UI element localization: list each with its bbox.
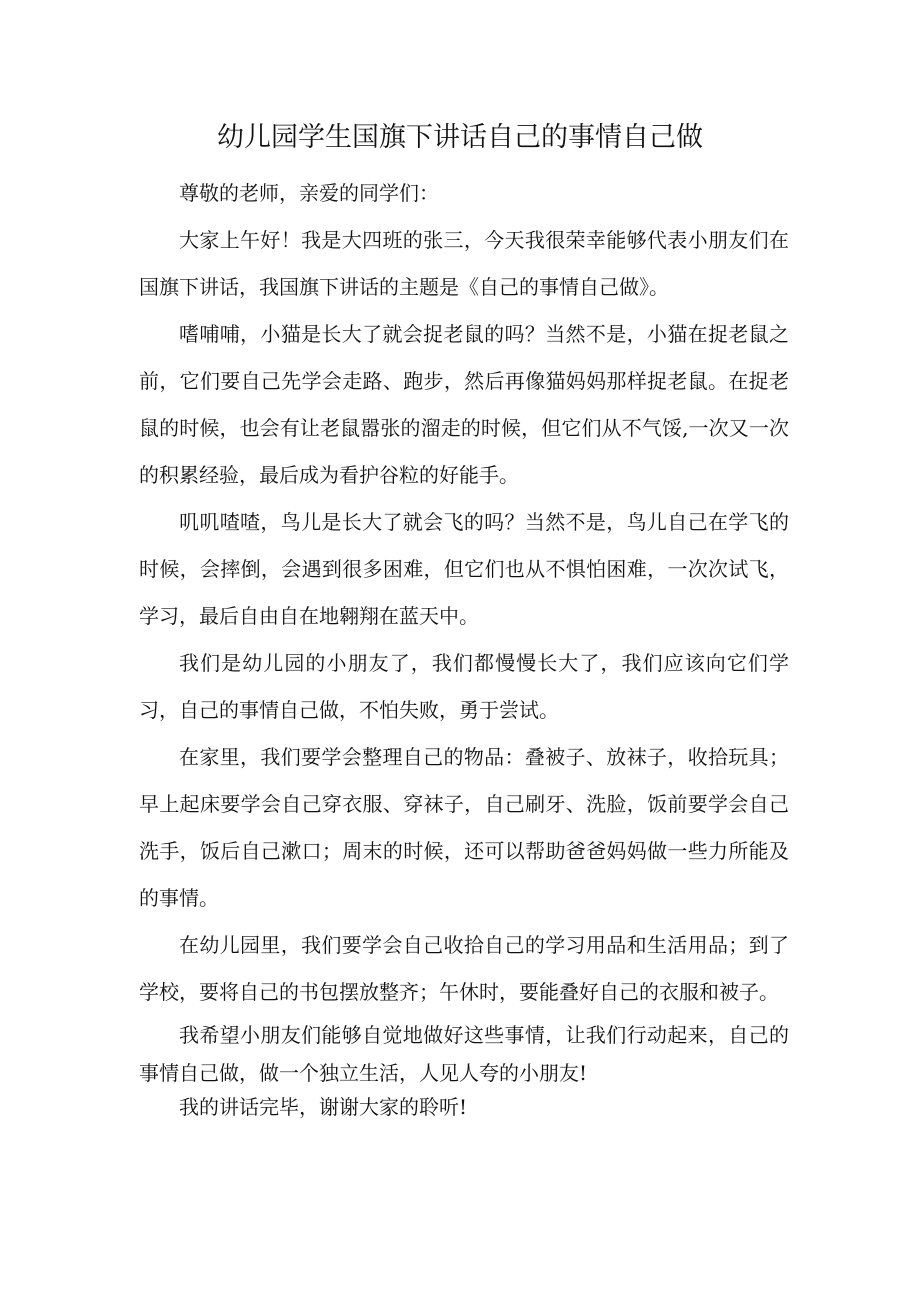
salutation-paragraph: 尊敬的老师，亲爱的同学们： (179, 181, 439, 205)
document-body (139, 170, 789, 1122)
greeting-paragraph: 大家上午好！我是大四班的张三，今天我很荣幸能够代表小朋友们在国旗下讲话，我国旗下讲话的主题是《自己的事情自己做》。 (139, 228, 789, 299)
document-title: 幼儿园学生国旗下讲话自己的事情自己做 (217, 122, 703, 153)
home-paragraph: 在家里，我们要学会整理自己的物品：叠被子、放袜子，收拾玩具；早上起床要学会自己穿衣服、穿袜子，自己刷牙、洗脸，饭前要学会自己洗手，饭后自己漱口；周末的时候，还可以帮助爸爸妈妈做一些力所能及的事情。 (139, 745, 789, 910)
lesson-paragraph: 我们是幼儿园的小朋友了，我们都慢慢长大了，我们应该向它们学习，自己的事情自己做，不怕失败，勇于尝试。 (139, 651, 789, 722)
kindergarten-paragraph: 在幼儿园里，我们要学会自己收拾自己的学习用品和生活用品；到了学校，要将自己的书包摆放整齐；午休时，要能叠好自己的衣服和被子。 (139, 933, 789, 1004)
cat-paragraph: 嗜哺哺，小猫是长大了就会捉老鼠的吗？当然不是，小猫在捉老鼠之前，它们要自己先学会走路、跑步，然后再像猫妈妈那样捉老鼠。在捉老鼠的时候，也会有让老鼠嚣张的溜走的时候，但它们从不气馁,一次又一次的积累经验，最后成为看护谷粒的好能手。 (139, 322, 789, 487)
bird-paragraph: 叽叽喳喳，鸟儿是长大了就会飞的吗？当然不是，鸟儿自己在学飞的时候，会摔倒，会遇到很多困难，但它们也从不惧怕困难，一次次试飞，学习，最后自由自在地翱翔在蓝天中。 (139, 510, 789, 628)
hope-paragraph: 我希望小朋友们能够自觉地做好这些事情，让我们行动起来，自己的事情自己做，做一个独立生活，人见人夸的小朋友! (139, 1023, 789, 1085)
closing-paragraph: 我的讲话完毕，谢谢大家的聆听! (179, 1095, 468, 1119)
